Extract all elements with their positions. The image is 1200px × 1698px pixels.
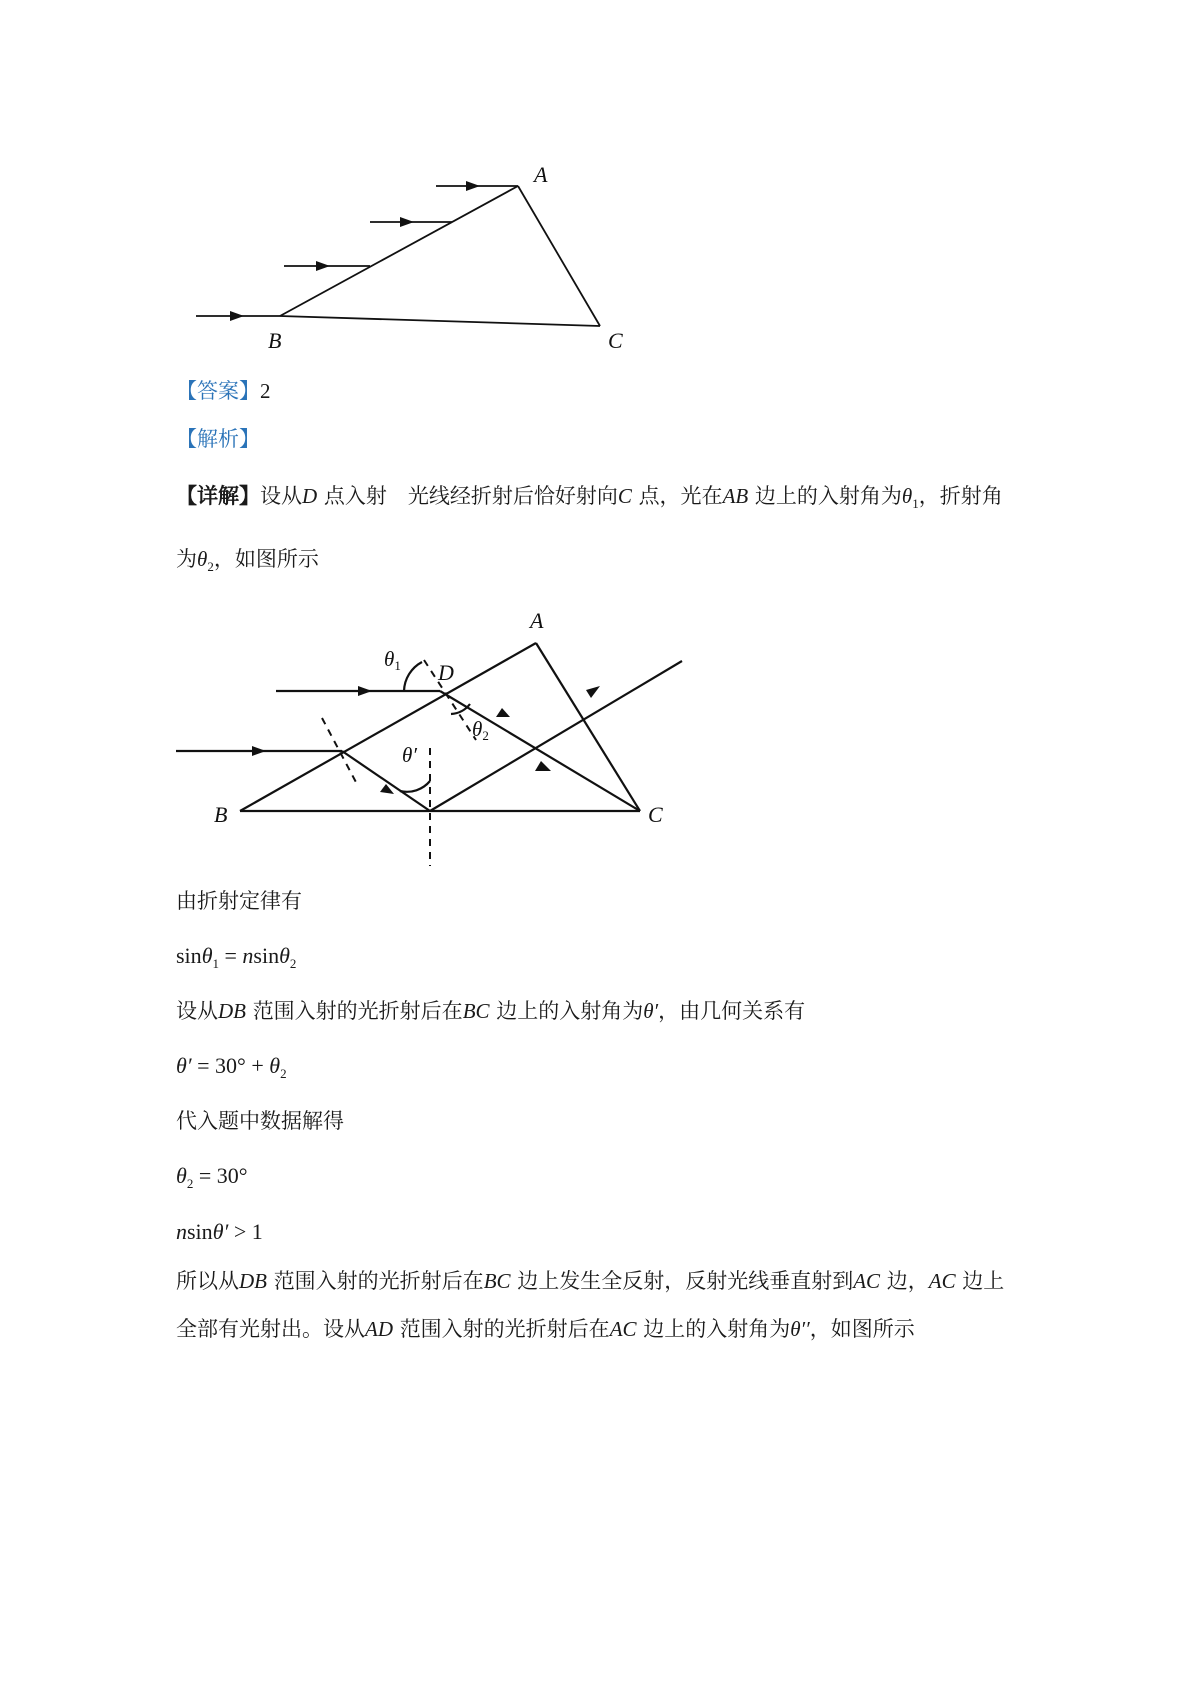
var-db: DB (239, 1269, 267, 1293)
text: 边， (886, 1269, 929, 1293)
text: = 30° (193, 1163, 248, 1188)
theta: θ (176, 1163, 187, 1188)
subscript: 1 (212, 956, 219, 971)
answer-value: 2 (260, 379, 271, 403)
text: = 30° + (191, 1053, 270, 1078)
var-ac: AC (928, 1269, 956, 1293)
theta: θ (384, 647, 395, 671)
var-theta: θ (197, 547, 208, 571)
var-d: D (302, 484, 318, 508)
sin: sin (253, 943, 280, 968)
var-bc: BC (462, 999, 490, 1023)
var-n: n (242, 943, 254, 968)
equation-1 (176, 941, 296, 979)
text: 全部有光射出。设从 (176, 1317, 365, 1341)
subscript: 2 (289, 956, 297, 971)
var-n: n (176, 1219, 187, 1244)
fig2-theta1 (384, 647, 401, 673)
equals: = (219, 943, 243, 968)
subscript: 2 (186, 1176, 194, 1191)
theta: θ (279, 943, 290, 968)
equation-3 (176, 1161, 248, 1199)
theta-double-prime: θ′′ (790, 1317, 810, 1341)
subscript: 2 (207, 559, 214, 574)
subscript: 2 (280, 1066, 287, 1081)
var-ab: AB (722, 484, 749, 508)
var-ac: AC (853, 1269, 881, 1293)
detail-line-2 (176, 544, 319, 582)
text: 点，光在 (638, 484, 723, 508)
fig1-label-a: A (534, 162, 548, 187)
text: 设从 (176, 999, 218, 1023)
var-theta: θ (901, 484, 913, 508)
theta-prime: θ′ (212, 1219, 229, 1244)
text: 边上的入射角为 (496, 999, 644, 1023)
fig1-label-c: C (608, 328, 623, 353)
text: 范围入射的光折射后在 (252, 999, 463, 1023)
fig2-theta2 (472, 717, 489, 743)
text: 范围入射的光折射后在 (399, 1317, 610, 1341)
subscript: 2 (482, 728, 489, 743)
body-line-1: 由折射定律有 (176, 889, 302, 913)
fig2-label-a: A (530, 608, 544, 633)
text: 边上的入射角为 (643, 1317, 791, 1341)
text: 所以从 (176, 1269, 239, 1293)
var-ac: AC (609, 1317, 637, 1341)
sin: sin (176, 943, 202, 968)
var-c: C (617, 484, 632, 508)
body-line-4 (176, 1266, 1004, 1296)
fig2-label-d: D (438, 660, 454, 685)
fig2-label-c: C (648, 802, 663, 827)
equation-4 (176, 1217, 263, 1247)
body-line-5 (176, 1314, 915, 1344)
var-db: DB (218, 999, 246, 1023)
var-bc: BC (483, 1269, 511, 1293)
figure-prism-1 (0, 0, 1200, 400)
text: ，如图所示 (809, 1317, 915, 1341)
theta-prime: θ′ (643, 999, 659, 1023)
text: 点入射 光线经折射后恰好射向 (323, 484, 618, 508)
theta-prime: θ′ (176, 1053, 192, 1078)
detail-tag: 【详解】 (176, 483, 260, 508)
text: ，由几何关系有 (658, 999, 806, 1023)
text: 设从 (260, 484, 302, 508)
fig2-label-b: B (214, 802, 228, 827)
theta: θ (201, 943, 213, 968)
var-ad: AD (365, 1317, 393, 1341)
answer-tag: 【答案】 (176, 379, 260, 403)
text: 边上的入射角为 (754, 484, 902, 508)
theta: θ (269, 1053, 281, 1078)
text: ，如图所示 (213, 547, 319, 571)
text: ，折射角 (918, 484, 1003, 508)
body-line-2 (176, 996, 805, 1026)
subscript: 1 (394, 658, 401, 673)
equation-2 (176, 1051, 287, 1089)
text: 边上发生全反射，反射光线垂直射到 (517, 1269, 854, 1293)
fig2-theta-prime: θ′ (402, 743, 417, 767)
figure-prism-2 (0, 590, 1200, 870)
text: 边上 (962, 1269, 1005, 1293)
subscript: 1 (912, 496, 919, 511)
fig1-label-b: B (268, 328, 282, 353)
theta: θ (472, 717, 483, 741)
answer-line (176, 376, 271, 406)
text: > 1 (228, 1219, 263, 1244)
text: 为 (176, 547, 197, 571)
analysis-tag: 【解析】 (176, 427, 260, 451)
analysis-line (176, 424, 260, 454)
text: 范围入射的光折射后在 (273, 1269, 484, 1293)
sin: sin (187, 1219, 213, 1244)
body-line-3: 代入题中数据解得 (176, 1109, 344, 1133)
detail-line-1 (176, 481, 1003, 519)
